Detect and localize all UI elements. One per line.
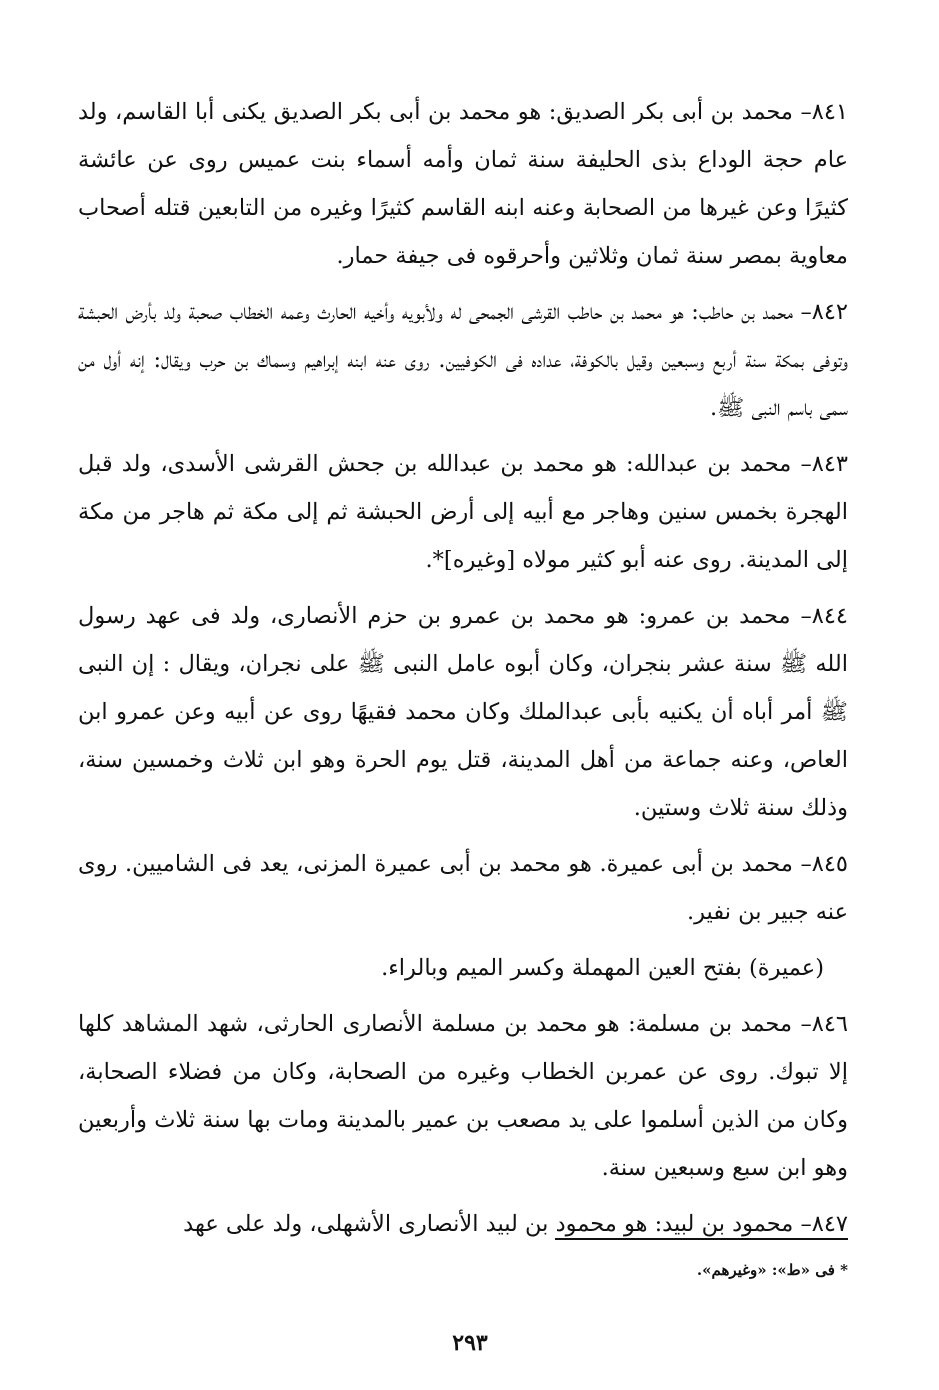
page-number: ٢٩٣: [452, 1330, 488, 1356]
footnote-divider: [555, 1238, 848, 1240]
body-text: [78, 88, 848, 1256]
entry-846: ٨٤٦– محمد بن مسلمة: هو محمد بن مسلمة الأنصارى الحارثى، شهد المشاهد كلها إلا تبوك. روى عن عمربن الخطاب وغيره من الصحابة، وكان من فضلاء الصحابة، وكان من الذين أسلموا على يد مصعب بن عمير بالمدينة ومات بها سنة ثلاث وأربعين وهو ابن سبع وسبعين سنة.: [78, 1011, 848, 1181]
entry-842: ٨٤٢– محمد بن حاطب: هو محمد بن حاطب القرشى الجمحى له ولأبويه وأخيه الحارث وعمه الخطاب صحبة ولد بأرض الحبشة وتوفى بمكة سنة أربع وسبعين وقيل بالكوفة، عداده فى الكوفيين. روى عنه ابنه إبراهيم وسماك بن حرب ويقال: إنه أول من سمى باسم النبى ﷺ.: [78, 299, 848, 421]
entry-843: ٨٤٣– محمد بن عبدالله: هو محمد بن عبدالله بن جحش القرشى الأسدى، ولد قبل الهجرة بخمس سنين وهاجر مع أبيه إلى أرض الحبشة ثم إلى مكة ثم هاجر من مكة إلى المدينة. روى عنه أبو كثير مولاه [وغيره]*.: [78, 451, 848, 573]
entry-844: ٨٤٤– محمد بن عمرو: هو محمد بن عمرو بن حزم الأنصارى، ولد فى عهد رسول الله ﷺ سنة عشر بنجران، وكان أبوه عامل النبى ﷺ على نجران، ويقال : إن النبى ﷺ أمر أباه أن يكنيه بأبى عبدالملك وكان محمد فقيهًا روى عن أبيه وعن عمرو ابن العاص، وعنه جماعة من أهل المدينة، قتل يوم الحرة وهو ابن ثلاث وخمسين سنة، وذلك سنة ثلاث وستين.: [78, 603, 848, 821]
entry-845-note: (عميرة) بفتح العين المهملة وكسر الميم وبالراء.: [381, 955, 824, 981]
footnote: * فى «ط»: «وغيرهم».: [696, 1261, 848, 1279]
entry-845: ٨٤٥– محمد بن أبى عميرة. هو محمد بن أبى عميرة المزنى، يعد فى الشاميين. روى عنه جبير بن نفير.: [78, 851, 848, 925]
entry-847: ٨٤٧– محمود بن لبيد: هو محمود بن لبيد الأنصارى الأشهلى، ولد على عهد: [183, 1211, 848, 1237]
entry-841: ٨٤١– محمد بن أبى بكر الصديق: هو محمد بن أبى بكر الصديق يكنى أبا القاسم، ولد عام حجة الوداع بذى الحليفة سنة ثمان وأمه أسماء بنت عميس روى عن عائشة كثيرًا وعن غيرها من الصحابة وعنه ابنه القاسم كثيرًا وغيره من التابعين قتله أصحاب معاوية بمصر سنة ثمان وثلاثين وأحرقوه فى جيفة حمار.: [78, 99, 848, 269]
